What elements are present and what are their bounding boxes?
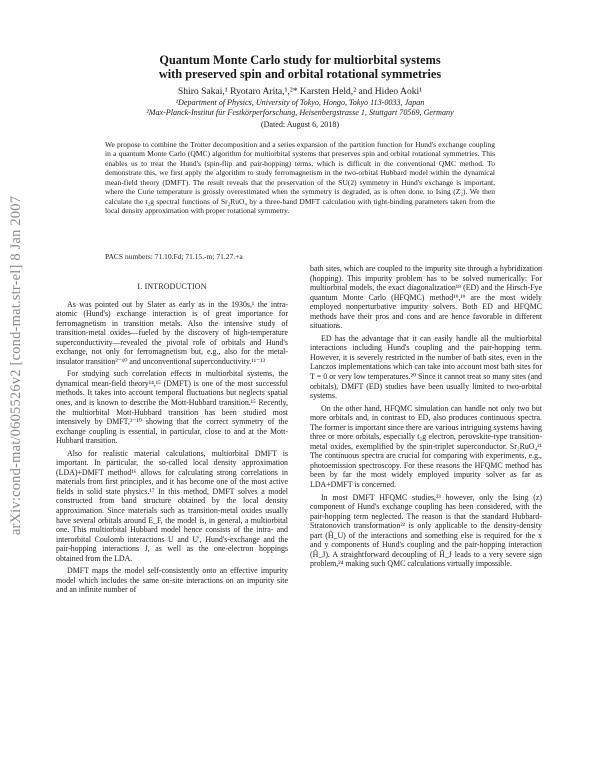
right-column	[310, 264, 542, 572]
date: (Dated: August 6, 2018)	[260, 120, 340, 129]
abstract: We propose to combine the Trotter decomposition and a series expansion of the partition function for Hund's exchange coupling in a quantum Monte Carlo (QMC) algorithm for multiorbital systems that preserves spin and orbital rotational symmetries. This enables us to treat the Hund's (spin-flip and pair-hopping) terms, which is difficult in the conventional QMC method. To demonstrate this, we first apply the algorithm to study ferromagnetism in the two-orbital Hubbard model within the dynamical mean-field theory (DMFT). The result reveals that the preservation of the SU(2) symmetry in Hund's exchange is important, where the Curie temperature is grossly overestimated when the symmetry is degraded, as is often done, to Ising (Z₂). We then calculate the t₂g spectral functions of Sr₂RuO₄ by a three-band DMFT calculation with tight-binding parameters taken from the local density approximation with proper rotational symmetry.	[105, 140, 495, 216]
paragraph: bath sites, which are coupled to the impurity site through a hybridization (hopping). This impurity problem has to be solved numerically: For multiorbital models, the exact diagonalization¹⁸ (ED) and the Hirsch-Fye quantum Monte Carlo (HFQMC) method¹⁹,¹⁹ are the most widely employed nonperturbative impurity solvers. Both ED and HFQMC methods have their pros and cons and are hence favorable in different situations.	[310, 264, 542, 331]
authors: Shiro Sakai,¹ Ryotaro Arita,¹,²* Karsten Held,² and Hideo Aoki¹	[177, 86, 423, 97]
paragraph: Also for realistic material calculations, multiorbital DMFT is important. In particular, the so-called local density approximation (LDA)+DMFT method¹⁶ allows for calculating strong correlations in materials from first principles, and it has become one of the most active fields in solid state physics.¹⁷ In this method, DMFT solves a model constructed from band structure obtained by the local density approximation. Since materials such as transition-metal oxides usually have several orbitals around E_F, the model is, in general, a multiorbital one. This multiorbital Hubbard model hence consists of the intra- and interorbital Coulomb interactions U and U′, Hund's-exchange and the pair-hopping interactions J, as well as the one-electron hoppings obtained from the LDA.	[56, 448, 288, 563]
paper-title	[80, 53, 520, 81]
paragraph: On the other hand, HFQMC simulation can handle not only two but more orbitals and, in contrast to ED, also produces continuous spectra. The former is important since there are various intriguing systems having three or more orbitals, especially t₂g electron, perovskite-type transition-metal oxides, exemplified by the spin-triplet superconductor. Sr₂RuO₄²¹ The continuous spectra are crucial for comparing with experiments, e.g., photoemission spectroscopy. For these reasons the HFQMC method has been by far the most widely employed impurity solver as far as LDA+DMFT is concerned.	[310, 403, 542, 490]
left-column	[56, 282, 288, 598]
paragraph: In most DMFT HFQMC studies,²³ however, only the Ising (z) component of Hund's exchange coupling has been considered, with the pair-hopping term neglected. The reason is that the standard Hubbard-Stratonovich transformation²² is only applicable to the density-density part (Ĥ_U) of the interactions and something else is required for the x and y components of Hund's coupling and the pair-hopping interaction (Ĥ_J). A straightforward decoupling of Ĥ_J leads to a very severe sign problem,²⁴ making such QMC calculations virtually impossible.	[310, 492, 542, 569]
affiliation-1: ¹Department of Physics, University of Tokyo, Hongo, Tokyo 113-0033, Japan	[175, 98, 425, 107]
arxiv-id: arXiv:cond-mat/0605526v2 [cond-mat.str-el] 8 Jan 2007	[8, 195, 25, 535]
affiliation-2: ²Max-Planck-Institut für Festkörperforschung, Heisenbergstrasse 1, Stuttgart 70569, Germany	[146, 108, 454, 118]
pacs-numbers: PACS numbers: 71.10.Fd; 71.15.-m; 71.27.+a	[105, 252, 243, 261]
paragraph: ED has the advantage that it can easily handle all the multiorbital interactions including Hund's coupling and the pair-hopping term. However, it is severely restricted in the number of bath sites, even in the Lanczos implementations which can take into account most bath sites for T = 0 or very low temperatures.²⁰ Since it cannot treat so many sites (and orbitals), DMFT (ED) studies have been usually limited to two-orbital systems.	[310, 333, 542, 401]
paragraph: DMFT maps the model self-consistently onto an effective impurity model which includes the same on-site interactions on an impurity site and an infinite number of	[56, 566, 288, 595]
title-line-2: with preserved spin and orbital rotational symmetries	[158, 67, 442, 81]
paragraph: For studying such correlation effects in multiorbital systems, the dynamical mean-field theory¹⁴,¹⁵ (DMFT) is one of the most successful methods. It takes into account temporal fluctuations but neglects spatial ones, and is known to describe the Mott-Hubbard transition.¹⁵ Recently, the multiorbital Mott-Hubbard transition has been studied most intensively by DMFT,³⁻¹⁰ showing that the correct symmetry of the exchange coupling is essential, in particular, close to and at the Mott-Hubbard transition.	[56, 369, 288, 446]
paragraph: As was pointed out by Slater as early as in the 1930s,¹ the intra-atomic (Hund's) exchange interaction is of great importance for ferromagnetism in transition metals. Also the intensive study of transition-metal oxides—fueled by the discovery of high-temperature superconductivity—revealed the pivotal role of orbitals and Hund's exchange, not only for ferromagnetism but, e.g., also for the metal-insulator transition²⁻¹⁰ and unconventional superconductivity.¹¹⁻¹³	[56, 299, 288, 366]
affiliations	[60, 98, 540, 119]
section-heading: I. INTRODUCTION	[137, 282, 207, 291]
arxiv-stamp	[4, 150, 30, 580]
title-line-1: Quantum Monte Carlo study for multiorbital systems	[159, 53, 441, 67]
